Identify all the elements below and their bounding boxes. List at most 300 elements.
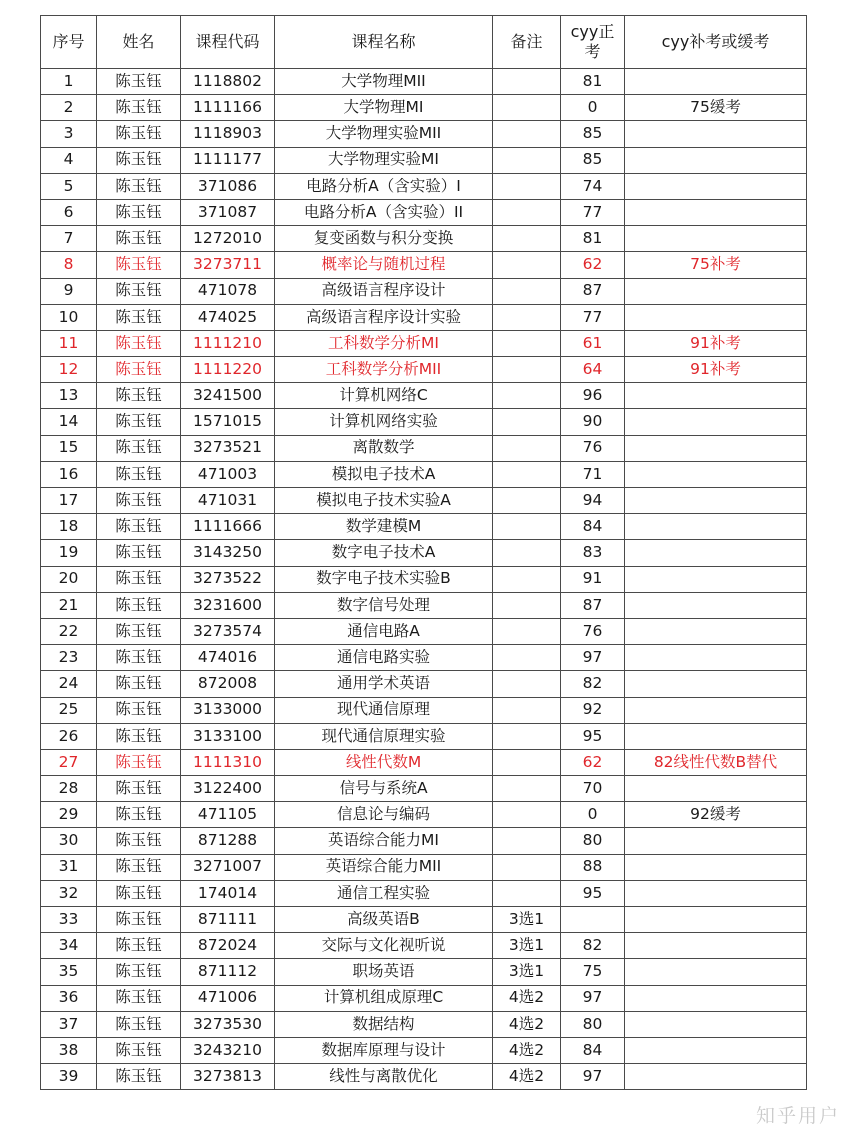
cell-index: 3 <box>41 121 97 147</box>
cell-regular-score: 95 <box>561 880 625 906</box>
cell-name: 陈玉钰 <box>97 330 181 356</box>
cell-index: 1 <box>41 69 97 95</box>
cell-regular-score: 64 <box>561 357 625 383</box>
cell-regular-score: 92 <box>561 697 625 723</box>
cell-course-code: 471078 <box>181 278 275 304</box>
cell-course-code: 871288 <box>181 828 275 854</box>
cell-course-name: 通信电路A <box>275 618 493 644</box>
cell-makeup-score <box>625 1011 807 1037</box>
cell-course-code: 371087 <box>181 199 275 225</box>
cell-name: 陈玉钰 <box>97 645 181 671</box>
table-row <box>41 514 807 540</box>
cell-regular-score: 87 <box>561 592 625 618</box>
cell-name: 陈玉钰 <box>97 121 181 147</box>
cell-note <box>493 95 561 121</box>
cell-regular-score: 94 <box>561 488 625 514</box>
cell-index: 14 <box>41 409 97 435</box>
cell-course-code: 3273530 <box>181 1011 275 1037</box>
cell-course-code: 471105 <box>181 802 275 828</box>
cell-regular-score: 83 <box>561 540 625 566</box>
cell-note <box>493 435 561 461</box>
cell-note: 3选1 <box>493 907 561 933</box>
table-row <box>41 776 807 802</box>
header-course-code: 课程代码 <box>181 16 275 69</box>
cell-regular-score: 85 <box>561 121 625 147</box>
table-row <box>41 121 807 147</box>
cell-index: 9 <box>41 278 97 304</box>
cell-makeup-score: 75缓考 <box>625 95 807 121</box>
cell-course-name: 数学建模M <box>275 514 493 540</box>
cell-makeup-score <box>625 723 807 749</box>
cell-index: 13 <box>41 383 97 409</box>
table-row <box>41 435 807 461</box>
table-row <box>41 671 807 697</box>
cell-regular-score: 81 <box>561 69 625 95</box>
cell-course-name: 数据库原理与设计 <box>275 1037 493 1063</box>
cell-note <box>493 121 561 147</box>
cell-course-code: 474016 <box>181 645 275 671</box>
header-makeup-score: cyy补考或缓考 <box>625 16 807 69</box>
cell-course-code: 3133000 <box>181 697 275 723</box>
cell-name: 陈玉钰 <box>97 723 181 749</box>
cell-course-code: 471031 <box>181 488 275 514</box>
cell-note <box>493 514 561 540</box>
table-row <box>41 802 807 828</box>
cell-note <box>493 461 561 487</box>
cell-index: 34 <box>41 933 97 959</box>
cell-course-code: 1272010 <box>181 226 275 252</box>
cell-makeup-score <box>625 828 807 854</box>
cell-name: 陈玉钰 <box>97 514 181 540</box>
cell-name: 陈玉钰 <box>97 1011 181 1037</box>
cell-note <box>493 357 561 383</box>
cell-course-name: 信息论与编码 <box>275 802 493 828</box>
cell-note <box>493 69 561 95</box>
cell-course-code: 3273711 <box>181 252 275 278</box>
cell-course-code: 3243210 <box>181 1037 275 1063</box>
cell-makeup-score <box>625 854 807 880</box>
table-row <box>41 252 807 278</box>
cell-index: 5 <box>41 173 97 199</box>
cell-regular-score: 77 <box>561 304 625 330</box>
table-row <box>41 461 807 487</box>
cell-course-code: 1111210 <box>181 330 275 356</box>
cell-note <box>493 252 561 278</box>
cell-note <box>493 880 561 906</box>
cell-course-code: 1111177 <box>181 147 275 173</box>
cell-name: 陈玉钰 <box>97 802 181 828</box>
cell-name: 陈玉钰 <box>97 671 181 697</box>
cell-note <box>493 540 561 566</box>
cell-course-name: 大学物理MI <box>275 95 493 121</box>
cell-name: 陈玉钰 <box>97 199 181 225</box>
cell-name: 陈玉钰 <box>97 985 181 1011</box>
table-row <box>41 199 807 225</box>
grade-table <box>40 15 807 1090</box>
cell-regular-score: 82 <box>561 671 625 697</box>
cell-course-name: 交际与文化视听说 <box>275 933 493 959</box>
cell-index: 15 <box>41 435 97 461</box>
cell-course-name: 复变函数与积分变换 <box>275 226 493 252</box>
cell-course-name: 通用学术英语 <box>275 671 493 697</box>
cell-makeup-score <box>625 1037 807 1063</box>
table-row <box>41 173 807 199</box>
cell-index: 31 <box>41 854 97 880</box>
cell-name: 陈玉钰 <box>97 592 181 618</box>
header-regular-score: cyy正考 <box>561 16 625 69</box>
cell-makeup-score <box>625 488 807 514</box>
cell-course-code: 1118802 <box>181 69 275 95</box>
cell-course-name: 线性代数M <box>275 749 493 775</box>
cell-index: 36 <box>41 985 97 1011</box>
cell-name: 陈玉钰 <box>97 173 181 199</box>
cell-name: 陈玉钰 <box>97 278 181 304</box>
table-row <box>41 147 807 173</box>
cell-regular-score: 81 <box>561 226 625 252</box>
cell-makeup-score <box>625 514 807 540</box>
table-row <box>41 304 807 330</box>
cell-name: 陈玉钰 <box>97 304 181 330</box>
cell-note <box>493 383 561 409</box>
cell-course-code: 371086 <box>181 173 275 199</box>
cell-note: 4选2 <box>493 1037 561 1063</box>
cell-regular-score: 90 <box>561 409 625 435</box>
table-row <box>41 1011 807 1037</box>
table-row <box>41 592 807 618</box>
cell-course-name: 职场英语 <box>275 959 493 985</box>
table-row <box>41 566 807 592</box>
cell-course-name: 大学物理实验MII <box>275 121 493 147</box>
cell-course-name: 模拟电子技术实验A <box>275 488 493 514</box>
cell-regular-score: 96 <box>561 383 625 409</box>
cell-makeup-score <box>625 697 807 723</box>
cell-index: 27 <box>41 749 97 775</box>
cell-index: 19 <box>41 540 97 566</box>
cell-regular-score: 97 <box>561 1064 625 1090</box>
cell-name: 陈玉钰 <box>97 435 181 461</box>
cell-course-name: 高级语言程序设计 <box>275 278 493 304</box>
table-row <box>41 985 807 1011</box>
cell-makeup-score <box>625 435 807 461</box>
cell-course-name: 通信工程实验 <box>275 880 493 906</box>
cell-course-name: 线性与离散优化 <box>275 1064 493 1090</box>
cell-course-code: 3271007 <box>181 854 275 880</box>
cell-index: 29 <box>41 802 97 828</box>
cell-name: 陈玉钰 <box>97 357 181 383</box>
cell-course-name: 大学物理MII <box>275 69 493 95</box>
cell-index: 22 <box>41 618 97 644</box>
cell-regular-score: 70 <box>561 776 625 802</box>
cell-course-name: 工科数学分析MI <box>275 330 493 356</box>
cell-course-code: 3273574 <box>181 618 275 644</box>
table-row <box>41 723 807 749</box>
table-row <box>41 907 807 933</box>
cell-index: 30 <box>41 828 97 854</box>
cell-name: 陈玉钰 <box>97 1064 181 1090</box>
cell-name: 陈玉钰 <box>97 252 181 278</box>
cell-course-name: 通信电路实验 <box>275 645 493 671</box>
cell-note <box>493 645 561 671</box>
cell-index: 26 <box>41 723 97 749</box>
cell-regular-score: 97 <box>561 985 625 1011</box>
cell-course-code: 1111220 <box>181 357 275 383</box>
cell-makeup-score <box>625 933 807 959</box>
cell-course-name: 数字电子技术A <box>275 540 493 566</box>
cell-course-name: 数字信号处理 <box>275 592 493 618</box>
cell-course-code: 872024 <box>181 933 275 959</box>
cell-makeup-score <box>625 173 807 199</box>
cell-regular-score: 71 <box>561 461 625 487</box>
table-row <box>41 330 807 356</box>
table-row <box>41 226 807 252</box>
cell-course-name: 现代通信原理实验 <box>275 723 493 749</box>
cell-regular-score: 85 <box>561 147 625 173</box>
cell-index: 32 <box>41 880 97 906</box>
cell-regular-score: 95 <box>561 723 625 749</box>
cell-regular-score: 80 <box>561 1011 625 1037</box>
table-header-row <box>41 16 807 69</box>
cell-regular-score: 84 <box>561 514 625 540</box>
cell-course-code: 471003 <box>181 461 275 487</box>
header-index: 序号 <box>41 16 97 69</box>
cell-course-name: 英语综合能力MII <box>275 854 493 880</box>
cell-index: 39 <box>41 1064 97 1090</box>
table-row <box>41 95 807 121</box>
cell-note <box>493 697 561 723</box>
cell-name: 陈玉钰 <box>97 566 181 592</box>
cell-course-name: 计算机组成原理C <box>275 985 493 1011</box>
cell-course-name: 概率论与随机过程 <box>275 252 493 278</box>
cell-course-code: 174014 <box>181 880 275 906</box>
cell-course-name: 高级语言程序设计实验 <box>275 304 493 330</box>
cell-name: 陈玉钰 <box>97 618 181 644</box>
cell-name: 陈玉钰 <box>97 147 181 173</box>
cell-name: 陈玉钰 <box>97 776 181 802</box>
cell-course-name: 工科数学分析MII <box>275 357 493 383</box>
cell-index: 37 <box>41 1011 97 1037</box>
header-course-name: 课程名称 <box>275 16 493 69</box>
cell-note: 4选2 <box>493 985 561 1011</box>
cell-note <box>493 147 561 173</box>
cell-note <box>493 618 561 644</box>
cell-makeup-score <box>625 461 807 487</box>
cell-index: 38 <box>41 1037 97 1063</box>
table-row <box>41 383 807 409</box>
cell-note <box>493 723 561 749</box>
cell-course-name: 模拟电子技术A <box>275 461 493 487</box>
cell-course-name: 计算机网络C <box>275 383 493 409</box>
cell-index: 28 <box>41 776 97 802</box>
header-name: 姓名 <box>97 16 181 69</box>
cell-regular-score <box>561 907 625 933</box>
cell-course-name: 离散数学 <box>275 435 493 461</box>
cell-makeup-score <box>625 540 807 566</box>
cell-name: 陈玉钰 <box>97 959 181 985</box>
cell-makeup-score <box>625 618 807 644</box>
cell-note <box>493 488 561 514</box>
table-row <box>41 697 807 723</box>
cell-course-code: 871112 <box>181 959 275 985</box>
cell-makeup-score <box>625 147 807 173</box>
cell-makeup-score <box>625 671 807 697</box>
cell-makeup-score <box>625 645 807 671</box>
cell-index: 12 <box>41 357 97 383</box>
cell-course-code: 3273813 <box>181 1064 275 1090</box>
table-row <box>41 69 807 95</box>
table-row <box>41 488 807 514</box>
cell-note <box>493 802 561 828</box>
cell-regular-score: 84 <box>561 1037 625 1063</box>
cell-regular-score: 97 <box>561 645 625 671</box>
table-row <box>41 880 807 906</box>
cell-index: 23 <box>41 645 97 671</box>
cell-name: 陈玉钰 <box>97 1037 181 1063</box>
cell-name: 陈玉钰 <box>97 95 181 121</box>
cell-regular-score: 74 <box>561 173 625 199</box>
cell-course-name: 英语综合能力MI <box>275 828 493 854</box>
cell-index: 20 <box>41 566 97 592</box>
cell-index: 10 <box>41 304 97 330</box>
cell-index: 33 <box>41 907 97 933</box>
cell-makeup-score <box>625 199 807 225</box>
table-row <box>41 749 807 775</box>
cell-makeup-score <box>625 985 807 1011</box>
cell-course-code: 3122400 <box>181 776 275 802</box>
cell-regular-score: 62 <box>561 252 625 278</box>
cell-makeup-score: 91补考 <box>625 357 807 383</box>
cell-index: 2 <box>41 95 97 121</box>
cell-regular-score: 75 <box>561 959 625 985</box>
cell-course-name: 电路分析A（含实验）I <box>275 173 493 199</box>
cell-course-code: 871111 <box>181 907 275 933</box>
cell-makeup-score <box>625 226 807 252</box>
cell-name: 陈玉钰 <box>97 907 181 933</box>
cell-name: 陈玉钰 <box>97 749 181 775</box>
cell-note: 4选2 <box>493 1011 561 1037</box>
cell-index: 35 <box>41 959 97 985</box>
table-row <box>41 828 807 854</box>
cell-name: 陈玉钰 <box>97 933 181 959</box>
cell-course-code: 1571015 <box>181 409 275 435</box>
cell-note <box>493 330 561 356</box>
table-row <box>41 933 807 959</box>
table-row <box>41 357 807 383</box>
cell-course-code: 3231600 <box>181 592 275 618</box>
cell-makeup-score <box>625 880 807 906</box>
cell-index: 25 <box>41 697 97 723</box>
cell-makeup-score <box>625 907 807 933</box>
cell-regular-score: 61 <box>561 330 625 356</box>
cell-course-name: 信号与系统A <box>275 776 493 802</box>
cell-course-name: 数据结构 <box>275 1011 493 1037</box>
cell-makeup-score <box>625 304 807 330</box>
table-row <box>41 645 807 671</box>
cell-course-name: 高级英语B <box>275 907 493 933</box>
cell-course-code: 1111310 <box>181 749 275 775</box>
cell-course-code: 1111166 <box>181 95 275 121</box>
cell-regular-score: 76 <box>561 618 625 644</box>
cell-index: 17 <box>41 488 97 514</box>
cell-course-name: 大学物理实验MI <box>275 147 493 173</box>
cell-index: 6 <box>41 199 97 225</box>
cell-course-code: 1118903 <box>181 121 275 147</box>
cell-course-name: 现代通信原理 <box>275 697 493 723</box>
cell-makeup-score: 75补考 <box>625 252 807 278</box>
watermark: 知乎用户 <box>755 1105 840 1127</box>
cell-makeup-score <box>625 959 807 985</box>
cell-course-code: 3143250 <box>181 540 275 566</box>
cell-note <box>493 199 561 225</box>
cell-regular-score: 0 <box>561 802 625 828</box>
cell-makeup-score <box>625 776 807 802</box>
cell-name: 陈玉钰 <box>97 540 181 566</box>
cell-course-name: 计算机网络实验 <box>275 409 493 435</box>
cell-name: 陈玉钰 <box>97 697 181 723</box>
cell-name: 陈玉钰 <box>97 383 181 409</box>
table-row <box>41 409 807 435</box>
table-body <box>41 69 807 1090</box>
cell-index: 8 <box>41 252 97 278</box>
cell-regular-score: 62 <box>561 749 625 775</box>
cell-course-name: 数字电子技术实验B <box>275 566 493 592</box>
cell-note <box>493 671 561 697</box>
cell-index: 16 <box>41 461 97 487</box>
table-row <box>41 854 807 880</box>
cell-course-code: 3133100 <box>181 723 275 749</box>
cell-note <box>493 566 561 592</box>
cell-index: 18 <box>41 514 97 540</box>
cell-name: 陈玉钰 <box>97 828 181 854</box>
cell-name: 陈玉钰 <box>97 226 181 252</box>
cell-makeup-score: 82线性代数B替代 <box>625 749 807 775</box>
cell-makeup-score: 91补考 <box>625 330 807 356</box>
cell-makeup-score <box>625 592 807 618</box>
table-row <box>41 540 807 566</box>
cell-makeup-score: 92缓考 <box>625 802 807 828</box>
cell-course-code: 474025 <box>181 304 275 330</box>
table-row <box>41 278 807 304</box>
cell-regular-score: 0 <box>561 95 625 121</box>
cell-makeup-score <box>625 278 807 304</box>
cell-name: 陈玉钰 <box>97 488 181 514</box>
cell-note <box>493 592 561 618</box>
cell-index: 21 <box>41 592 97 618</box>
cell-note: 3选1 <box>493 959 561 985</box>
table-row <box>41 1037 807 1063</box>
cell-note <box>493 173 561 199</box>
cell-note: 4选2 <box>493 1064 561 1090</box>
table-row <box>41 1064 807 1090</box>
cell-name: 陈玉钰 <box>97 461 181 487</box>
cell-note <box>493 226 561 252</box>
cell-note <box>493 409 561 435</box>
cell-regular-score: 77 <box>561 199 625 225</box>
cell-makeup-score <box>625 409 807 435</box>
cell-makeup-score <box>625 1064 807 1090</box>
cell-regular-score: 87 <box>561 278 625 304</box>
cell-note: 3选1 <box>493 933 561 959</box>
cell-course-code: 3273521 <box>181 435 275 461</box>
cell-regular-score: 76 <box>561 435 625 461</box>
cell-name: 陈玉钰 <box>97 854 181 880</box>
cell-regular-score: 82 <box>561 933 625 959</box>
cell-note <box>493 304 561 330</box>
cell-index: 4 <box>41 147 97 173</box>
cell-index: 11 <box>41 330 97 356</box>
cell-course-code: 471006 <box>181 985 275 1011</box>
cell-name: 陈玉钰 <box>97 69 181 95</box>
cell-course-name: 电路分析A（含实验）II <box>275 199 493 225</box>
